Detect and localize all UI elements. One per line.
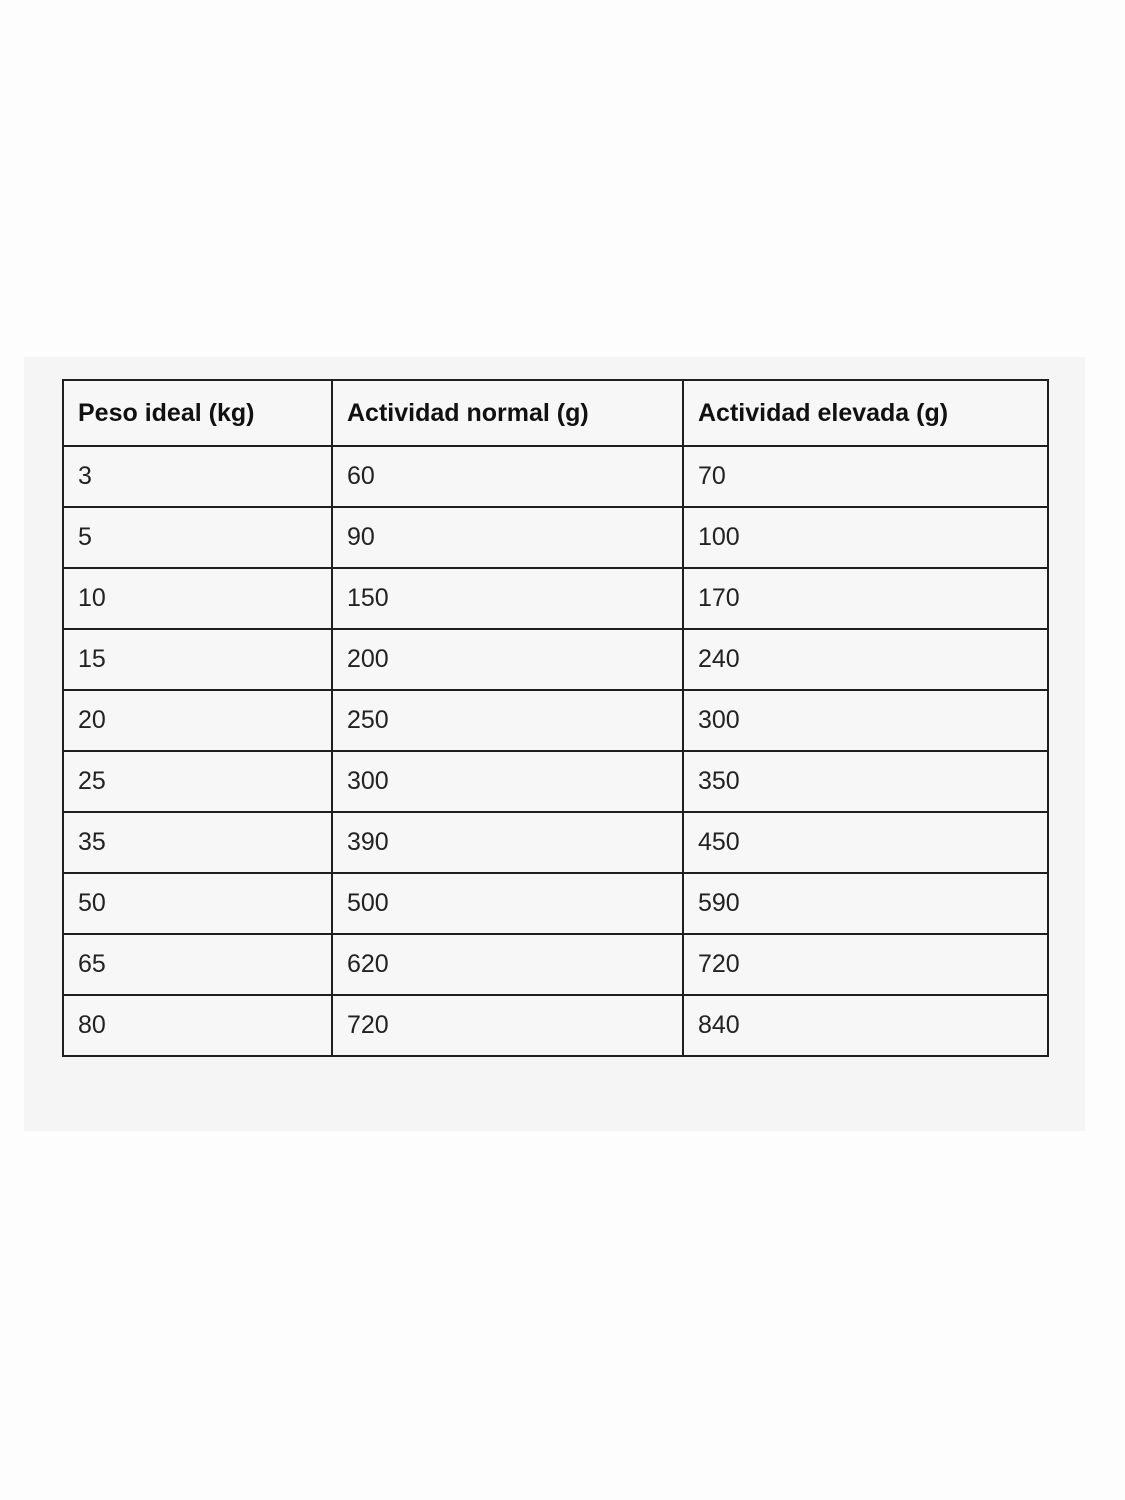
- cell-peso: 35: [63, 812, 332, 873]
- cell-elevada: 350: [683, 751, 1048, 812]
- table-row: [63, 446, 1048, 507]
- table-header-row: [63, 380, 1048, 446]
- cell-elevada: 720: [683, 934, 1048, 995]
- cell-normal: 250: [332, 690, 683, 751]
- cell-normal: 390: [332, 812, 683, 873]
- cell-normal: 300: [332, 751, 683, 812]
- header-peso-ideal: Peso ideal (kg): [63, 380, 332, 446]
- cell-elevada: 70: [683, 446, 1048, 507]
- table-row: [63, 507, 1048, 568]
- cell-normal: 150: [332, 568, 683, 629]
- table-row: [63, 934, 1048, 995]
- cell-normal: 200: [332, 629, 683, 690]
- table-row: [63, 873, 1048, 934]
- cell-elevada: 170: [683, 568, 1048, 629]
- header-actividad-elevada: Actividad elevada (g): [683, 380, 1048, 446]
- cell-normal: 620: [332, 934, 683, 995]
- cell-peso: 80: [63, 995, 332, 1056]
- table-row: [63, 690, 1048, 751]
- header-actividad-normal: Actividad normal (g): [332, 380, 683, 446]
- table-row: [63, 568, 1048, 629]
- table-row: [63, 812, 1048, 873]
- cell-peso: 65: [63, 934, 332, 995]
- table-row: [63, 751, 1048, 812]
- table-panel: [24, 357, 1085, 1131]
- cell-peso: 5: [63, 507, 332, 568]
- cell-peso: 25: [63, 751, 332, 812]
- cell-normal: 90: [332, 507, 683, 568]
- cell-peso: 50: [63, 873, 332, 934]
- cell-elevada: 240: [683, 629, 1048, 690]
- cell-peso: 10: [63, 568, 332, 629]
- cell-peso: 3: [63, 446, 332, 507]
- cell-elevada: 450: [683, 812, 1048, 873]
- table-row: [63, 629, 1048, 690]
- cell-normal: 500: [332, 873, 683, 934]
- cell-elevada: 300: [683, 690, 1048, 751]
- cell-normal: 720: [332, 995, 683, 1056]
- cell-elevada: 840: [683, 995, 1048, 1056]
- feeding-table: [62, 379, 1049, 1057]
- cell-peso: 20: [63, 690, 332, 751]
- cell-peso: 15: [63, 629, 332, 690]
- cell-elevada: 590: [683, 873, 1048, 934]
- cell-normal: 60: [332, 446, 683, 507]
- cell-elevada: 100: [683, 507, 1048, 568]
- table-row: [63, 995, 1048, 1056]
